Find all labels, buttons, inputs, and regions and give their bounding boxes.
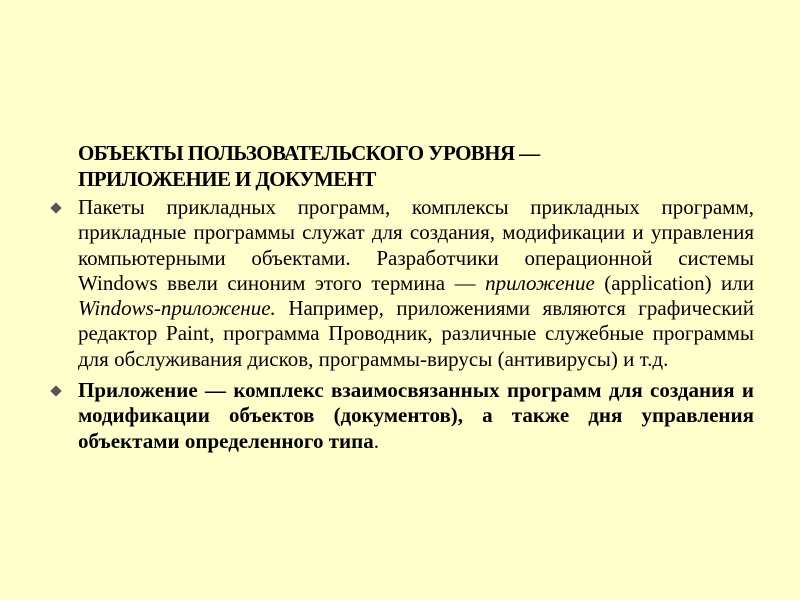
slide-heading <box>78 140 754 192</box>
diamond-bullet-icon <box>50 385 61 396</box>
bullet-item-1 <box>48 195 754 372</box>
bullet-1-text-part-1: Пакеты прикладных программ, комплексы прикладных программ, прикладные программы служат для создания, модификации и управления компьютерными объектами. Разработчики операционной системы Windows ввели синоним этого термина — <box>78 195 754 295</box>
heading-line-1: ОБЪЕКТЫ ПОЛЬЗОВАТЕЛЬСКОГО УРОВНЯ — <box>78 141 540 165</box>
bullet-1-text-part-3: Например, приложениями являются графический редактор Paint, программа Проводник, различные служебные программы для обслуживания дисков, программы-вирусы (антивирусы) и т.д. <box>78 296 754 371</box>
bullet-1-term-windows-prilozhenie: Windows-приложение. <box>78 296 276 321</box>
bullet-2-end-period: . <box>373 428 379 453</box>
slide-content <box>48 140 754 460</box>
bullet-item-2 <box>48 378 754 454</box>
bullet-2-definition: Приложение — комплекс взаимосвязанных программ для создания и модификации объектов (документов), а также дня управления объектами определенного типа <box>78 378 754 453</box>
bullet-1-term-prilozhenie: приложение <box>485 270 595 295</box>
bullet-1-text-part-2: (application) или <box>594 270 755 295</box>
diamond-bullet-icon <box>50 202 61 213</box>
heading-line-2: ПРИЛОЖЕНИЕ И ДОКУМЕНТ <box>78 167 376 191</box>
